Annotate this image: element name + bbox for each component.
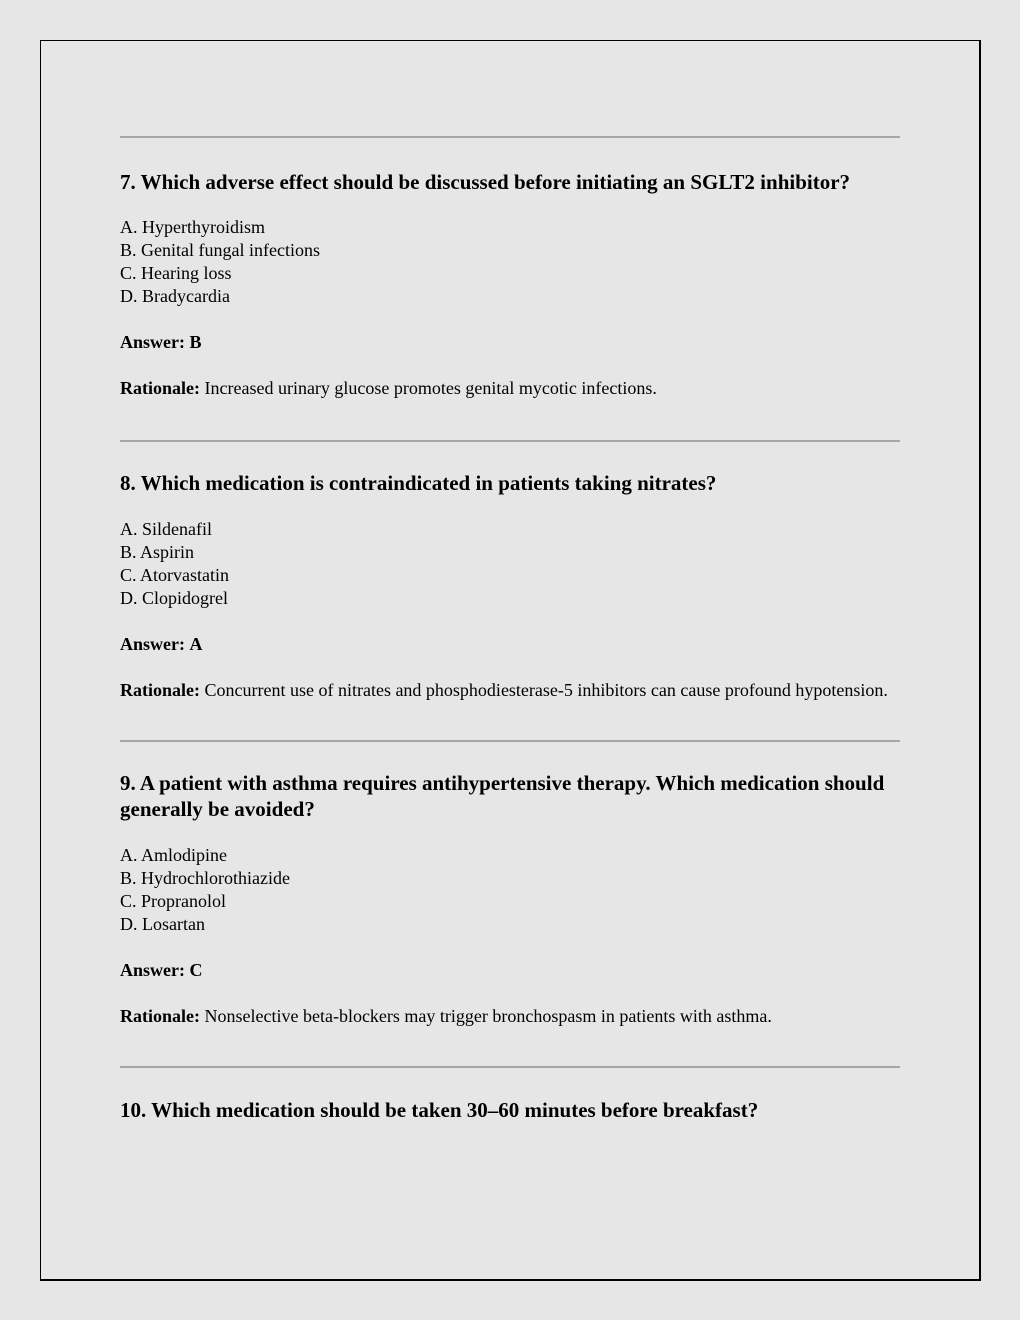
- option-b: B. Genital fungal infections: [120, 240, 320, 260]
- option-a: A. Hyperthyroidism: [120, 217, 265, 237]
- option-b: B. Aspirin: [120, 542, 195, 562]
- answer-line: Answer: C: [120, 960, 203, 980]
- divider: [120, 1066, 900, 1068]
- divider: [120, 440, 900, 442]
- option-b: B. Hydrochlorothiazide: [120, 868, 290, 888]
- question-block-9: [120, 770, 900, 1028]
- divider: [120, 740, 900, 742]
- option-a: A. Sildenafil: [120, 519, 212, 539]
- options-list: [120, 844, 900, 936]
- option-d: D. Clopidogrel: [120, 588, 228, 608]
- options-list: [120, 518, 900, 610]
- option-c: C. Propranolol: [120, 891, 226, 911]
- divider: [120, 136, 900, 138]
- rationale-line: Rationale: Concurrent use of nitrates and phosphodiesterase-5 inhibitors can cause profound hypotension.: [120, 680, 888, 700]
- answer-line: Answer: A: [120, 634, 203, 654]
- option-d: D. Losartan: [120, 914, 205, 934]
- question-heading: 7. Which adverse effect should be discussed before initiating an SGLT2 inhibitor?: [120, 170, 851, 194]
- question-block-7: [120, 169, 900, 400]
- question-heading: 9. A patient with asthma requires antihypertensive therapy. Which medication should generally be avoided?: [120, 771, 885, 821]
- option-c: C. Hearing loss: [120, 263, 232, 283]
- option-d: D. Bradycardia: [120, 286, 230, 306]
- option-a: A. Amlodipine: [120, 845, 227, 865]
- options-list: [120, 216, 900, 308]
- question-heading: 10. Which medication should be taken 30–60 minutes before breakfast?: [120, 1098, 759, 1122]
- question-heading: 8. Which medication is contraindicated in patients taking nitrates?: [120, 471, 717, 495]
- document-content: [120, 136, 900, 1123]
- answer-line: Answer: B: [120, 332, 202, 352]
- option-c: C. Atorvastatin: [120, 565, 229, 585]
- question-block-10: [120, 1097, 900, 1123]
- rationale-line: Rationale: Nonselective beta-blockers may trigger bronchospasm in patients with asthma.: [120, 1006, 772, 1026]
- question-block-8: [120, 470, 900, 702]
- rationale-line: Rationale: Increased urinary glucose promotes genital mycotic infections.: [120, 378, 657, 398]
